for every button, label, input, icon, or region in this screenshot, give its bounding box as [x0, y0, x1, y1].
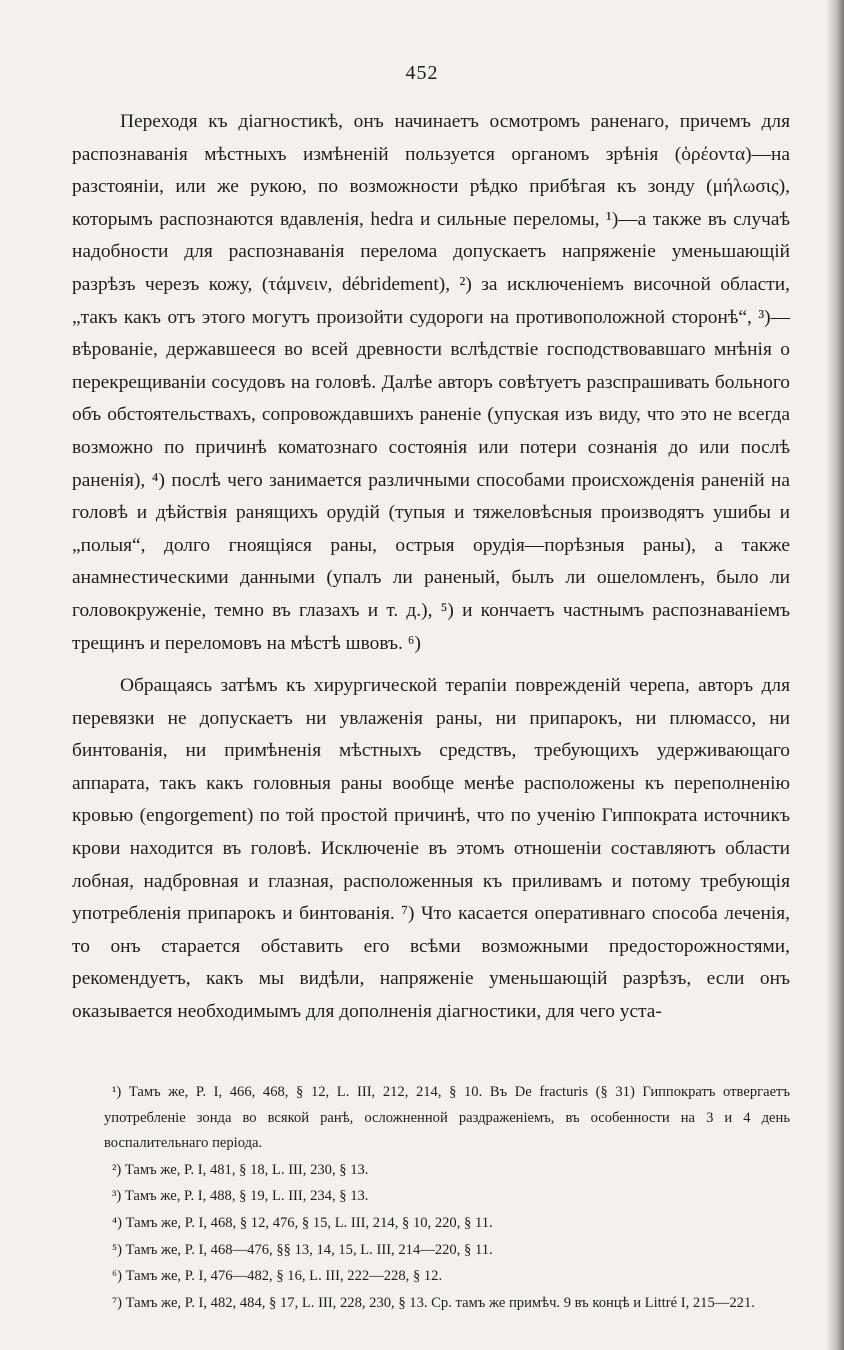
page-number: 452: [405, 62, 439, 84]
footnote: ³) Тамъ же, P. I, 488, § 19, L. III, 234, § 13.: [112, 1188, 369, 1205]
footnote: ¹) Тамъ же, P. I, 466, 468, § 12, L. III, 212, 214, § 10. Въ De fracturis (§ 31) Гиппократъ отвергаетъ употребленіе зонда во всякой ранѣ, осложненной раздраженіемъ, въ особенности на 3 и 4 день воспалительнаго періода.: [104, 1084, 790, 1152]
footnotes: [104, 1080, 790, 1316]
footnote: ⁵) Тамъ же, P. I, 468—476, §§ 13, 14, 15, L. III, 214—220, § 11.: [112, 1241, 493, 1258]
paragraph: Обращаясь затѣмъ къ хирургической терапіи поврежденій черепа, авторъ для перевязки не допускаетъ ни увлаженія раны, ни припарокъ, ни плюмассо, ни бинтованія, ни примѣненія мѣстныхъ средствъ, требующихъ удерживающаго аппарата, такъ какъ головныя раны вообще менѣе расположены къ переполненію кровью (engorgement) по той простой причинѣ, что по ученію Гиппократа источникъ крови находится въ головѣ. Исключеніе въ этомъ отношеніи составляютъ области лобная, надбровная и глазная, расположенныя къ приливамъ и потому требующія употребленія припарокъ и бинтованія. ⁷) Что касается оперативнаго способа леченія, то онъ старается обставить его всѣми возможными предосторожностями, рекомендуетъ, какъ мы видѣли, напряженіе уменьшающій разрѣзъ, если онъ оказывается необходимымъ для дополненія діагностики, для чего уста-: [72, 675, 790, 1023]
main-text: [72, 106, 790, 1029]
footnote: ⁷) Тамъ же, P. I, 482, 484, § 17, L. III, 228, 230, § 13. Ср. тамъ же примѣч. 9 въ концѣ и Littré I, 215—221.: [112, 1294, 755, 1311]
footnote: ²) Тамъ же, P. I, 481, § 18, L. III, 230, § 13.: [112, 1161, 369, 1178]
footnote: ⁶) Тамъ же, P. I, 476—482, § 16, L. III, 222—228, § 12.: [112, 1268, 443, 1285]
page-spine-shadow: [826, 0, 844, 1350]
footnote: ⁴) Тамъ же, P. I, 468, § 12, 476, § 15, L. III, 214, § 10, 220, § 11.: [112, 1214, 493, 1231]
paragraph: Переходя къ діагностикѣ, онъ начинаетъ осмотромъ раненаго, причемъ для распознаванія мѣстныхъ измѣненій пользуется органомъ зрѣнія (ὁρέοντα)—на разстояніи, или же рукою, по возможности рѣдко прибѣгая къ зонду (μήλωσις), которымъ распознаются вдавленія, hedra и сильные переломы, ¹)—а также въ случаѣ надобности для распознаванія перелома допускаетъ напряженіе уменьшающій разрѣзъ черезъ кожу, (τάμνειν, débridement), ²) за исключеніемъ височной области, „такъ какъ отъ этого могутъ произойти судороги на противоположной сторонѣ“, ³)—вѣрованіе, державшееся во всей древности вслѣдствіе господствовавшаго мнѣнія о перекрещиваніи сосудовъ на головѣ. Далѣе авторъ совѣтуетъ разспрашивать больного объ обстоятельствахъ, сопровождавшихъ раненіе (упуская изъ виду, что это не всегда возможно по причинѣ коматознаго состоянія или потери сознанія до или послѣ раненія), ⁴) послѣ чего занимается различными способами происхожденія раненій на головѣ и дѣйствія ранящихъ орудій (тупыя и тяжеловѣсныя производятъ ушибы и „полыя“, долго гноящіяся раны, острыя орудія—порѣзныя раны), а также анамнестическими данными (упалъ ли раненый, былъ ли ошеломленъ, было ли головокруженіе, темно въ глазахъ и т. д.), ⁵) и кончаетъ частнымъ распознаваніемъ трещинъ и переломовъ на мѣстѣ швовъ. ⁶): [72, 111, 790, 654]
